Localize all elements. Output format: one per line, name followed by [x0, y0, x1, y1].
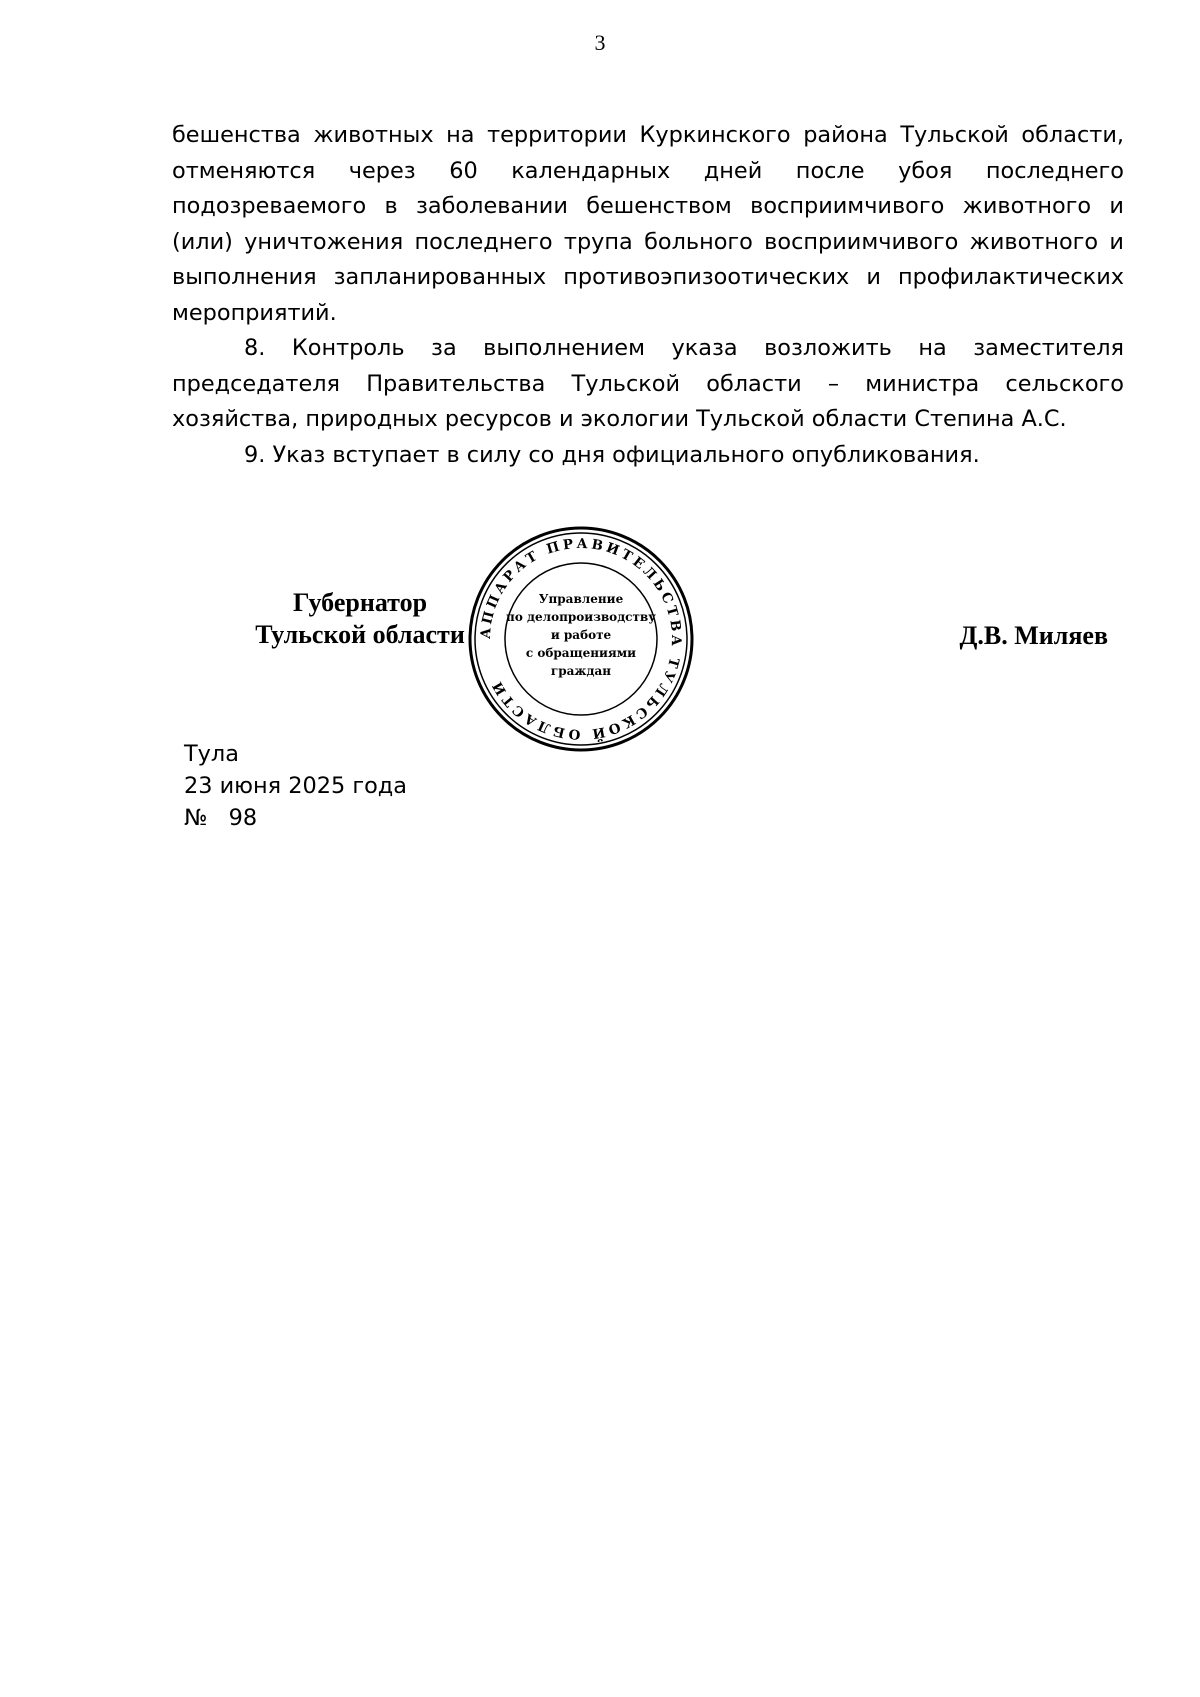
- seal-line-3: и работе: [550, 628, 612, 642]
- signatory-title-line1: Губернатор: [292, 588, 428, 617]
- signatory-name: Д.В. Миляев: [959, 621, 1108, 650]
- page-number: 3: [594, 30, 606, 55]
- paragraph-9: 9. Указ вступает в силу со дня официального опубликования.: [244, 441, 980, 468]
- official-seal: [468, 526, 694, 752]
- city: Тула: [184, 741, 239, 767]
- place-date-number-block: [184, 738, 407, 834]
- seal-line-1: Управление: [538, 592, 624, 606]
- signatory-title: [210, 587, 510, 651]
- paragraph-7-continuation: бешенства животных на территории Куркинского района Тульской области, отменяются через 60 календарных дней после убоя последнего подозреваемого в заболевании бешенством восприимчивого животного и (или) уничтожения последнего трупа больного восприимчивого животного и выполнения запланированных противоэпизоотических и профилактических мероприятий.: [172, 122, 1124, 326]
- seal-ring-text: АППАРАТ ПРАВИТЕЛЬСТВА ТУЛЬСКОЙ ОБЛАСТИ: [477, 535, 685, 743]
- seal-line-2: по делопроизводству: [506, 610, 656, 624]
- document-number: № 98: [184, 805, 258, 831]
- document-body: [172, 118, 1124, 473]
- paragraph-8: 8. Контроль за выполнением указа возложить на заместителя председателя Правительства Тульской области – министра сельского хозяйства, природных ресурсов и экологии Тульской области Степина А.С.: [172, 335, 1124, 432]
- seal-line-5: граждан: [550, 664, 612, 678]
- signatory-title-line2: Тульской области: [255, 620, 465, 649]
- seal-line-4: с обращениями: [525, 646, 637, 660]
- document-date: 23 июня 2025 года: [184, 773, 407, 799]
